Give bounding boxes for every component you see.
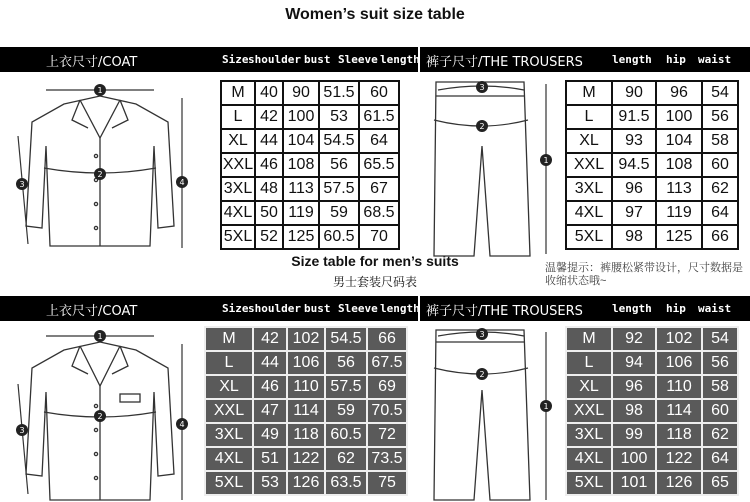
women-coat-value-cell: 48 (255, 177, 283, 201)
women-coat-value-cell: 53 (319, 105, 359, 129)
men-trousers-marker-3: 3 (479, 330, 485, 339)
men-coat-value-cell: 62 (325, 447, 367, 471)
men-coat-size-cell: XL (205, 375, 253, 399)
women-coat-row (221, 225, 399, 249)
women-trousers-size-cell: 5XL (566, 225, 612, 249)
men-trousers-size-cell: XL (566, 375, 612, 399)
women-trousers-col-waist: waist (698, 53, 732, 66)
men-coat-value-cell: 110 (287, 375, 325, 399)
women-coat-value-cell: 59 (319, 201, 359, 225)
women-trousers-value-cell: 64 (702, 201, 738, 225)
men-coat-value-cell: 126 (287, 471, 325, 495)
women-trousers-row (566, 153, 738, 177)
men-coat-row (205, 423, 407, 447)
women-coat-value-cell: 68.5 (359, 201, 399, 225)
men-trousers-marker-1: 1 (543, 402, 549, 411)
men-trousers-value-cell: 118 (656, 423, 702, 447)
men-coat-row (205, 375, 407, 399)
women-trousers-size-cell: XXL (566, 153, 612, 177)
women-coat-value-cell: 60.5 (319, 225, 359, 249)
women-coat-value-cell: 67 (359, 177, 399, 201)
men-trousers-col-length: length (612, 302, 652, 315)
men-coat-label: 上衣尺寸/COAT (46, 304, 138, 319)
women-coat-value-cell: 90 (283, 81, 319, 105)
women-coat-value-cell: 42 (255, 105, 283, 129)
men-trousers-value-cell: 65 (702, 471, 738, 495)
women-trousers-value-cell: 62 (702, 177, 738, 201)
women-trousers-value-cell: 113 (656, 177, 702, 201)
men-trousers-row (566, 351, 738, 375)
women-coat-row (221, 201, 399, 225)
men-trousers-size-cell: 3XL (566, 423, 612, 447)
women-coat-value-cell: 50 (255, 201, 283, 225)
women-coat-value-cell: 51.5 (319, 81, 359, 105)
men-trousers-value-cell: 64 (702, 447, 738, 471)
women-trousers-value-cell: 96 (612, 177, 656, 201)
men-trousers-value-cell: 100 (612, 447, 656, 471)
women-coat-col-shoulder: shoulder (248, 53, 301, 66)
women-coat-value-cell: 52 (255, 225, 283, 249)
women-coat-value-cell: 119 (283, 201, 319, 225)
men-coat-col-bust: bust (304, 302, 331, 315)
men-trousers-value-cell: 56 (702, 351, 738, 375)
men-trousers-col-waist: waist (698, 302, 732, 315)
men-coat-value-cell: 56 (325, 351, 367, 375)
men-trousers-value-cell: 102 (656, 327, 702, 351)
women-trousers-value-cell: 104 (656, 129, 702, 153)
men-coat-value-cell: 67.5 (367, 351, 407, 375)
women-coat-size-cell: L (221, 105, 255, 129)
men-trousers-value-cell: 126 (656, 471, 702, 495)
men-coat-value-cell: 47 (253, 399, 287, 423)
women-coat-size-cell: 5XL (221, 225, 255, 249)
women-trousers-row (566, 129, 738, 153)
women-trousers-label: 裤子尺寸/THE TROUSERS (426, 55, 583, 70)
women-trousers-value-cell: 119 (656, 201, 702, 225)
women-coat-value-cell: 125 (283, 225, 319, 249)
women-trousers-value-cell: 96 (656, 81, 702, 105)
women-coat-value-cell: 44 (255, 129, 283, 153)
women-size-table-title: Women’s suit size table (285, 6, 465, 23)
women-trousers-row (566, 105, 738, 129)
women-coat-value-cell: 100 (283, 105, 319, 129)
men-coat-value-cell: 102 (287, 327, 325, 351)
men-coat-value-cell: 75 (367, 471, 407, 495)
women-coat-value-cell: 57.5 (319, 177, 359, 201)
men-trousers-value-cell: 110 (656, 375, 702, 399)
women-trousers-col-length: length (612, 53, 652, 66)
men-trousers-size-cell: 5XL (566, 471, 612, 495)
women-coat-value-cell: 104 (283, 129, 319, 153)
men-trousers-value-cell: 92 (612, 327, 656, 351)
men-coat-row (205, 351, 407, 375)
women-coat-value-cell: 113 (283, 177, 319, 201)
men-trousers-row (566, 423, 738, 447)
women-coat-col-bust: bust (304, 53, 331, 66)
men-coat-value-cell: 122 (287, 447, 325, 471)
women-trousers-row (566, 177, 738, 201)
men-coat-value-cell: 57.5 (325, 375, 367, 399)
women-coat-size-table (220, 80, 400, 250)
women-coat-value-cell: 40 (255, 81, 283, 105)
men-marker-4: 4 (179, 420, 185, 429)
trousers-marker-1: 1 (543, 156, 549, 165)
women-coat-value-cell: 70 (359, 225, 399, 249)
women-coat-col-length: length (380, 53, 420, 66)
women-trousers-size-cell: L (566, 105, 612, 129)
men-trousers-row (566, 327, 738, 351)
men-coat-col-size: Size (222, 302, 249, 315)
women-coat-col-sleeve: Sleeve (338, 53, 378, 66)
women-coat-col-size: Size (222, 53, 249, 66)
men-marker-2: 2 (97, 412, 103, 421)
women-trousers-value-cell: 58 (702, 129, 738, 153)
women-coat-header-bar (0, 47, 418, 72)
women-trousers-row (566, 201, 738, 225)
men-trousers-row (566, 447, 738, 471)
men-trousers-row (566, 471, 738, 495)
men-trousers-value-cell: 122 (656, 447, 702, 471)
women-trousers-size-table (565, 80, 739, 250)
men-trousers-size-table (565, 326, 739, 496)
women-coat-value-cell: 54.5 (319, 129, 359, 153)
men-coat-value-cell: 118 (287, 423, 325, 447)
women-trousers-value-cell: 125 (656, 225, 702, 249)
men-coat-value-cell: 73.5 (367, 447, 407, 471)
marker-4: 4 (179, 178, 185, 187)
women-coat-illustration (8, 76, 192, 256)
men-trousers-value-cell: 54 (702, 327, 738, 351)
men-trousers-col-hip: hip (666, 302, 686, 315)
women-trousers-value-cell: 56 (702, 105, 738, 129)
women-trousers-value-cell: 66 (702, 225, 738, 249)
women-trousers-size-cell: 4XL (566, 201, 612, 225)
men-coat-col-length: length (380, 302, 420, 315)
women-trousers-value-cell: 90 (612, 81, 656, 105)
men-coat-value-cell: 66 (367, 327, 407, 351)
women-trousers-value-cell: 98 (612, 225, 656, 249)
women-coat-value-cell: 56 (319, 153, 359, 177)
men-coat-value-cell: 106 (287, 351, 325, 375)
women-trousers-value-cell: 97 (612, 201, 656, 225)
women-trousers-value-cell: 100 (656, 105, 702, 129)
women-coat-value-cell: 46 (255, 153, 283, 177)
marker-1: 1 (97, 86, 103, 95)
men-trousers-value-cell: 58 (702, 375, 738, 399)
men-coat-value-cell: 54.5 (325, 327, 367, 351)
men-coat-value-cell: 51 (253, 447, 287, 471)
men-marker-1: 1 (97, 332, 103, 341)
men-trousers-size-cell: M (566, 327, 612, 351)
men-coat-value-cell: 44 (253, 351, 287, 375)
men-trousers-size-cell: XXL (566, 399, 612, 423)
women-coat-value-cell: 64 (359, 129, 399, 153)
women-trousers-row (566, 225, 738, 249)
men-trousers-value-cell: 98 (612, 399, 656, 423)
men-coat-value-cell: 42 (253, 327, 287, 351)
men-coat-row (205, 447, 407, 471)
men-coat-size-cell: L (205, 351, 253, 375)
women-trousers-value-cell: 60 (702, 153, 738, 177)
men-coat-header-bar (0, 296, 418, 321)
men-size-table-subtitle: 男士套装尺码表 (332, 275, 417, 289)
women-coat-size-cell: 3XL (221, 177, 255, 201)
men-coat-col-shoulder: shoulder (248, 302, 301, 315)
men-coat-row (205, 471, 407, 495)
men-coat-value-cell: 69 (367, 375, 407, 399)
waistband-note: 温馨提示：裤腰松紧带设计，尺寸数据是收缩状态哦~ (545, 262, 743, 287)
men-marker-3: 3 (19, 426, 25, 435)
men-coat-value-cell: 72 (367, 423, 407, 447)
women-coat-size-cell: 4XL (221, 201, 255, 225)
men-coat-row (205, 399, 407, 423)
men-coat-value-cell: 70.5 (367, 399, 407, 423)
women-coat-size-cell: M (221, 81, 255, 105)
men-trousers-size-cell: L (566, 351, 612, 375)
men-size-table-title: Size table for men’s suits (291, 253, 459, 269)
men-trousers-row (566, 375, 738, 399)
men-trousers-value-cell: 114 (656, 399, 702, 423)
women-coat-value-cell: 60 (359, 81, 399, 105)
women-coat-size-cell: XXL (221, 153, 255, 177)
men-coat-value-cell: 53 (253, 471, 287, 495)
marker-2: 2 (97, 170, 103, 179)
men-trousers-size-cell: 4XL (566, 447, 612, 471)
men-coat-value-cell: 59 (325, 399, 367, 423)
men-coat-value-cell: 63.5 (325, 471, 367, 495)
men-trousers-value-cell: 99 (612, 423, 656, 447)
women-trousers-size-cell: 3XL (566, 177, 612, 201)
women-trousers-size-cell: XL (566, 129, 612, 153)
women-coat-value-cell: 65.5 (359, 153, 399, 177)
men-trousers-value-cell: 62 (702, 423, 738, 447)
trousers-marker-3: 3 (479, 83, 485, 92)
women-trousers-value-cell: 93 (612, 129, 656, 153)
men-coat-value-cell: 49 (253, 423, 287, 447)
men-coat-row (205, 327, 407, 351)
women-trousers-value-cell: 91.5 (612, 105, 656, 129)
men-coat-size-cell: 3XL (205, 423, 253, 447)
women-trousers-illustration (424, 76, 560, 266)
women-trousers-value-cell: 94.5 (612, 153, 656, 177)
marker-3: 3 (19, 180, 25, 189)
men-trousers-marker-2: 2 (479, 370, 485, 379)
women-trousers-value-cell: 54 (702, 81, 738, 105)
men-trousers-value-cell: 60 (702, 399, 738, 423)
men-coat-size-table (204, 326, 408, 496)
women-trousers-row (566, 81, 738, 105)
men-trousers-value-cell: 101 (612, 471, 656, 495)
women-trousers-size-cell: M (566, 81, 612, 105)
men-trousers-header-bar (420, 296, 750, 321)
men-coat-size-cell: 4XL (205, 447, 253, 471)
men-trousers-value-cell: 96 (612, 375, 656, 399)
women-coat-row (221, 177, 399, 201)
men-coat-value-cell: 46 (253, 375, 287, 399)
men-coat-size-cell: XXL (205, 399, 253, 423)
women-trousers-col-hip: hip (666, 53, 686, 66)
women-coat-size-cell: XL (221, 129, 255, 153)
men-trousers-value-cell: 106 (656, 351, 702, 375)
men-coat-value-cell: 60.5 (325, 423, 367, 447)
trousers-marker-2: 2 (479, 122, 485, 131)
men-coat-value-cell: 114 (287, 399, 325, 423)
men-trousers-label: 裤子尺寸/THE TROUSERS (426, 304, 583, 319)
women-coat-row (221, 153, 399, 177)
women-trousers-value-cell: 108 (656, 153, 702, 177)
women-coat-value-cell: 108 (283, 153, 319, 177)
women-coat-label: 上衣尺寸/COAT (46, 55, 138, 70)
women-coat-row (221, 81, 399, 105)
men-coat-illustration (8, 324, 192, 502)
men-coat-size-cell: 5XL (205, 471, 253, 495)
men-coat-size-cell: M (205, 327, 253, 351)
women-trousers-header-bar (420, 47, 750, 72)
women-coat-row (221, 129, 399, 153)
women-coat-value-cell: 61.5 (359, 105, 399, 129)
women-coat-row (221, 105, 399, 129)
men-coat-col-sleeve: Sleeve (338, 302, 378, 315)
men-trousers-value-cell: 94 (612, 351, 656, 375)
men-trousers-row (566, 399, 738, 423)
men-trousers-illustration (424, 324, 560, 502)
